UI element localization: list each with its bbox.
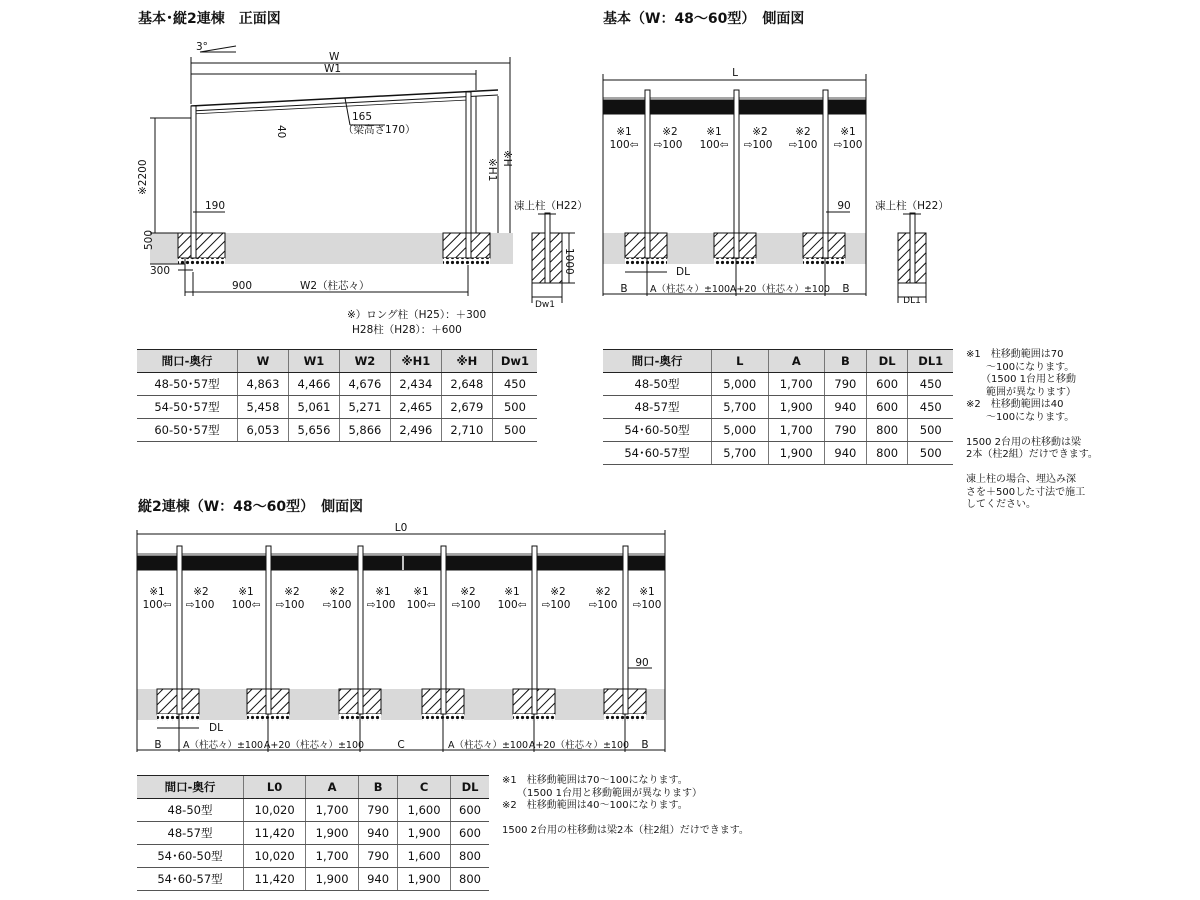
table-cell: 54･60-50型 (603, 419, 712, 442)
move-1: 100⇦ (609, 139, 639, 151)
dmove-8: ⇨100 (451, 599, 481, 611)
mark-6: ※1 (840, 126, 856, 138)
h28-post-note: H28柱（H28）：＋600 (352, 324, 462, 336)
table-cell: 800 (866, 442, 908, 465)
side-double-table (137, 775, 489, 891)
dmark-9: ※1 (504, 586, 520, 598)
table-cell: 790 (825, 373, 867, 396)
table-cell: 450 (908, 396, 953, 419)
table-cell: 500 (492, 396, 537, 419)
frost-label-side: 凍上柱（H22） (875, 200, 949, 212)
table-row (137, 373, 537, 396)
col-header: W1 (288, 350, 339, 373)
col-header: DL (866, 350, 908, 373)
dmark-2: ※2 (193, 586, 209, 598)
table-cell: 450 (908, 373, 953, 396)
table-row (137, 419, 537, 442)
table-cell: 500 (908, 419, 953, 442)
table-cell: 5,000 (712, 373, 769, 396)
d500-label: 500 (143, 229, 155, 250)
col-header: W (238, 350, 289, 373)
table-cell: 10,020 (244, 845, 306, 868)
table-cell: 1,700 (768, 373, 825, 396)
table-cell: 4,466 (288, 373, 339, 396)
dmark-10: ※2 (550, 586, 566, 598)
table-row (137, 845, 489, 868)
table-cell: 5,700 (712, 442, 769, 465)
table-cell: 10,020 (244, 799, 306, 822)
table-cell: 600 (866, 396, 908, 419)
ddim-c: C (397, 739, 405, 751)
col-header: A (306, 776, 359, 799)
d90-label: 90 (837, 200, 851, 212)
table-cell: 2,465 (390, 396, 441, 419)
col-header: Dw1 (492, 350, 537, 373)
w2-label: W2（柱芯々） (300, 280, 370, 292)
dmove-5: ⇨100 (322, 599, 352, 611)
table-cell: 48-57型 (603, 396, 712, 419)
d190-label: 190 (205, 200, 226, 212)
table-row (603, 373, 953, 396)
table-header-row (137, 350, 537, 373)
ddim-a20-1: A+20（柱芯々）±100 (263, 740, 365, 751)
dmark-6: ※1 (375, 586, 391, 598)
dmove-4: ⇨100 (275, 599, 305, 611)
ddim-b-right: B (641, 739, 649, 751)
dmark-8: ※2 (460, 586, 476, 598)
table-cell: 1,900 (768, 396, 825, 419)
side-basic-view (603, 74, 926, 303)
table-row (137, 822, 489, 845)
dl-label: DL (676, 266, 690, 278)
d1000-label: 1000 (563, 248, 575, 275)
dmove-9: 100⇦ (497, 599, 527, 611)
table-cell: 5,061 (288, 396, 339, 419)
d165-label: 165 (352, 111, 373, 123)
dmark-1: ※1 (149, 586, 165, 598)
move-3: 100⇦ (699, 139, 729, 151)
table-cell: 48-57型 (137, 822, 244, 845)
table-cell: 54･60-50型 (137, 845, 244, 868)
table-header-row (603, 350, 953, 373)
table-cell: 600 (451, 799, 489, 822)
table-row (603, 419, 953, 442)
table-cell: 500 (492, 419, 537, 442)
table-cell: 1,900 (768, 442, 825, 465)
w1-label: W1 (324, 63, 342, 75)
table-cell: 1,600 (398, 799, 451, 822)
d40-label: 40 (275, 125, 287, 139)
col-header: 間口-奥行 (137, 350, 238, 373)
h-label: ※H (501, 150, 513, 167)
h1-label: ※H1 (486, 158, 498, 182)
dmove-2: ⇨100 (185, 599, 215, 611)
col-header: C (398, 776, 451, 799)
d300-label: 300 (150, 265, 171, 277)
table-cell: 4,676 (339, 373, 390, 396)
l-label: L (732, 67, 738, 79)
table-cell: 1,700 (306, 845, 359, 868)
col-header: ※H (441, 350, 492, 373)
ddim-b-left: B (154, 739, 162, 751)
move-4: ⇨100 (743, 139, 773, 151)
col-header: DL (451, 776, 489, 799)
table-cell: 940 (825, 442, 867, 465)
mark-3: ※1 (706, 126, 722, 138)
dmove-1: 100⇦ (142, 599, 172, 611)
table-cell: 5,271 (339, 396, 390, 419)
d900-label: 900 (232, 280, 253, 292)
w-label: W (329, 51, 340, 63)
beam-label: （梁高さ170） (343, 124, 416, 136)
table-cell: 2,434 (390, 373, 441, 396)
table-cell: 1,600 (398, 845, 451, 868)
dmove-10: ⇨100 (541, 599, 571, 611)
table-cell: 2,496 (390, 419, 441, 442)
mark-4: ※2 (752, 126, 768, 138)
table-cell: 54-50･57型 (137, 396, 238, 419)
table-cell: 1,700 (306, 799, 359, 822)
dim-a: A（柱芯々）±100 (649, 284, 731, 295)
mark-2: ※2 (662, 126, 678, 138)
right-notes: ※1 柱移動範囲は70 ～100になります。 （1500 1台用と移動 範囲が異なります） ※2 柱移動範囲は40 ～100になります。 1500 2台用の柱移動は梁 2本（柱2組）だけできます。 凍上柱の場合、埋込み深 さを＋500した寸法で施工 してください。 (966, 349, 1098, 510)
table-cell: 5,458 (238, 396, 289, 419)
ddim-a-2: A（柱芯々）±100 (447, 740, 529, 751)
dmove-3: 100⇦ (231, 599, 261, 611)
table-header-row (137, 776, 489, 799)
dim-b-right: B (842, 283, 850, 295)
table-cell: 48-50型 (603, 373, 712, 396)
col-header: ※H1 (390, 350, 441, 373)
table-cell: 2,648 (441, 373, 492, 396)
col-header: L0 (244, 776, 306, 799)
dmove-6: ⇨100 (366, 599, 396, 611)
table-cell: 940 (825, 396, 867, 419)
ddim-a-1: A（柱芯々）±100 (182, 740, 264, 751)
table-row (137, 799, 489, 822)
col-header: DL1 (908, 350, 953, 373)
col-header: A (768, 350, 825, 373)
col-header: 間口-奥行 (603, 350, 712, 373)
move-2: ⇨100 (653, 139, 683, 151)
table-cell: 1,700 (768, 419, 825, 442)
bottom-notes: ※1 柱移動範囲は70～100になります。 （1500 1台用と移動範囲が異なります） ※2 柱移動範囲は40～100になります。 1500 2台用の柱移動は梁2本（柱2組）だけできます。 (502, 775, 749, 836)
long-post-note: ※）ロング柱（H25）：＋300 (347, 309, 487, 321)
side-double-title: 縦2連棟（W：48～60型） 側面図 (138, 499, 364, 515)
table-cell: 800 (451, 845, 489, 868)
mark-5: ※2 (795, 126, 811, 138)
col-header: B (359, 776, 398, 799)
dl-double-label: DL (209, 722, 223, 734)
mark-1: ※1 (616, 126, 632, 138)
table-cell: 940 (359, 868, 398, 891)
d90-double-label: 90 (635, 657, 649, 669)
table-cell: 5,656 (288, 419, 339, 442)
table-cell: 6,053 (238, 419, 289, 442)
dmove-11: ⇨100 (588, 599, 618, 611)
dmark-11: ※2 (595, 586, 611, 598)
dmark-12: ※1 (639, 586, 655, 598)
table-cell: 5,000 (712, 419, 769, 442)
table-cell: 800 (866, 419, 908, 442)
table-cell: 2,710 (441, 419, 492, 442)
front-view (150, 46, 575, 303)
table-row (137, 396, 537, 419)
dmark-5: ※2 (329, 586, 345, 598)
side-double-view (137, 530, 665, 752)
front-view-title: 基本･縦2連棟 正面図 (138, 11, 281, 27)
move-6: ⇨100 (833, 139, 863, 151)
table-row (137, 868, 489, 891)
side-basic-title: 基本（W：48～60型） 側面図 (603, 11, 805, 27)
table-cell: 1,900 (398, 822, 451, 845)
table-row (603, 442, 953, 465)
frost-label-front: 凍上柱（H22） (514, 200, 588, 212)
front-dimension-table (137, 349, 537, 442)
table-row (603, 396, 953, 419)
dw1-label: Dw1 (535, 300, 556, 310)
col-header: L (712, 350, 769, 373)
table-cell: 1,900 (306, 868, 359, 891)
table-cell: 450 (492, 373, 537, 396)
table-cell: 500 (908, 442, 953, 465)
table-cell: 11,420 (244, 822, 306, 845)
table-cell: 11,420 (244, 868, 306, 891)
dl1-label: DL1 (903, 296, 921, 306)
table-cell: 790 (359, 799, 398, 822)
h2200-label: ※2200 (137, 159, 149, 195)
l0-label: L0 (394, 522, 408, 534)
dmark-4: ※2 (284, 586, 300, 598)
table-cell: 800 (451, 868, 489, 891)
table-cell: 4,863 (238, 373, 289, 396)
dim-a20: A+20（柱芯々）±100 (729, 284, 831, 295)
angle-label: 3° (196, 41, 208, 53)
table-cell: 48-50型 (137, 799, 244, 822)
table-cell: 600 (451, 822, 489, 845)
table-cell: 1,900 (306, 822, 359, 845)
table-cell: 54･60-57型 (137, 868, 244, 891)
dmark-7: ※1 (413, 586, 429, 598)
col-header: W2 (339, 350, 390, 373)
table-cell: 60-50･57型 (137, 419, 238, 442)
table-cell: 940 (359, 822, 398, 845)
col-header: B (825, 350, 867, 373)
table-cell: 5,700 (712, 396, 769, 419)
dmove-7: 100⇦ (406, 599, 436, 611)
side-basic-table (603, 349, 953, 465)
table-cell: 5,866 (339, 419, 390, 442)
table-cell: 54･60-57型 (603, 442, 712, 465)
move-5: ⇨100 (788, 139, 818, 151)
table-cell: 790 (825, 419, 867, 442)
table-cell: 790 (359, 845, 398, 868)
col-header: 間口-奥行 (137, 776, 244, 799)
table-cell: 2,679 (441, 396, 492, 419)
dmark-3: ※1 (238, 586, 254, 598)
ddim-a20-2: A+20（柱芯々）±100 (528, 740, 630, 751)
dim-b-left: B (620, 283, 628, 295)
table-cell: 48-50･57型 (137, 373, 238, 396)
dmove-12: ⇨100 (632, 599, 662, 611)
table-cell: 1,900 (398, 868, 451, 891)
table-cell: 600 (866, 373, 908, 396)
